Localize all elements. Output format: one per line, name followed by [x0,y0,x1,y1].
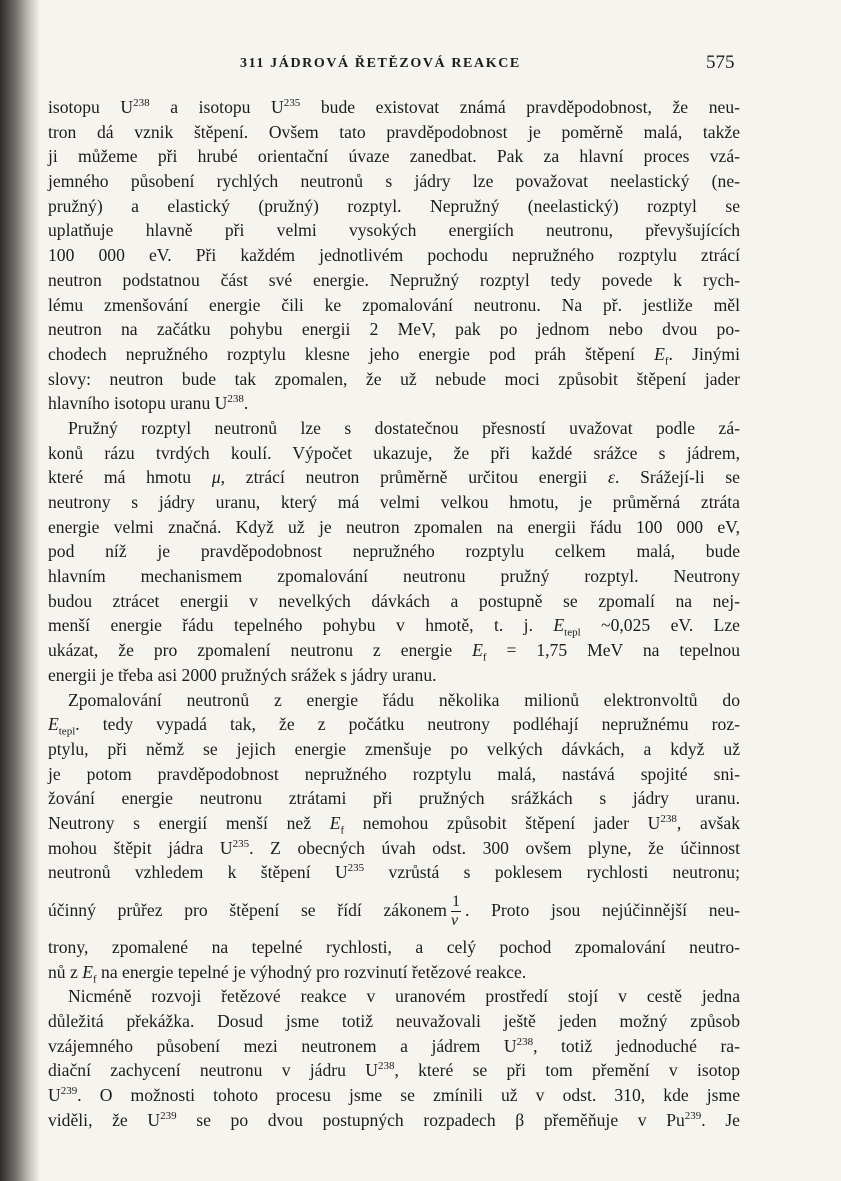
text-line: Zpomalování neutronů z energie řádu několika milionů elektronvoltů do [68,689,740,710]
running-header [0,52,841,76]
text-line: $E_{tepl}$. tedy vypadá tak, že z počátku neutrony podléhají nepružnému roz- [48,714,740,738]
text-line: $U^{239}$. O možnosti tohoto procesu jsme se zmínili už v odst. 310, kde jsme [48,1085,740,1106]
text-line: Pružný rozptyl neutronů lze s dostatečnou přesností uvažovat podle zá- [68,417,740,438]
text-line: neutron na začátku pohybu energii 2 MeV, pak po jednom nebo dvou po- [48,319,740,340]
text-line: vzájemného působení mezi neutronem a jádrem $U^{238}$, totiž jednoduché ra- [48,1035,740,1056]
text-line: pod níž je pravděpodobnost nepružného rozptylu celkem malá, bude [48,541,740,562]
text-line: které má hmotu μ, ztrácí neutron průměrně určitou energii ε. Srážejí-li se [48,467,740,488]
text-line: ji můžeme při hrubé orientační úvaze zanedbat. Pak za hlavní proces vzá- [48,146,740,167]
body-text [48,95,740,1133]
text-line: pružný) a elastický (pružný) rozptyl. Nepružný (neelastický) rozptyl se [48,195,740,216]
text-line: jemného působení rychlých neutronů s jádry lze považovat neelastický (ne- [48,171,740,192]
text-line: isotopu $U^{238}$ a isotopu $U^{235}$ bude existovat známá pravděpodobnost, že neu- [48,97,740,117]
text-line: je potom pravděpodobnost nepružného rozptylu malá, nastává spojité sni- [48,763,740,784]
text-line: trony, zpomalené na tepelné rychlosti, a celý pochod zpomalování neutro- [48,937,740,957]
text-line: tron dá vznik štěpení. Ovšem tato pravděpodobnost je poměrně malá, takže [48,121,740,142]
text-line: neutrony s jádry uranu, který má velmi velkou hmotu, je průměrná ztráta [48,492,740,512]
text-line: ukázat, že pro zpomalení neutronu z energie $E_f = 1,75$ MeV na tepelnou [48,640,740,664]
text-line: neutronů vzhledem k štěpení $U^{235}$ vzrůstá s poklesem rychlosti neutronu; [48,862,740,883]
page-number: 575 [706,52,735,73]
text-line: žování energie neutronu ztrátami při pružných srážkách s jádry uranu. [48,788,740,809]
text-line: ptylu, při němž se jejich energie zmenšuje po velkých dávkách, a když už [48,738,740,759]
text-line: diační zachycení neutronu v jádru $U^{238}$, které se při tom přemění v isotop [48,1060,741,1081]
text-line: chodech nepružného rozptylu klesne jeho energie pod práh štěpení $E_f$. Jinými [48,343,740,368]
text-line: Nicméně rozvoji řetězové reakce v uranovém prostředí stojí v cestě jedna [68,986,740,1007]
text-line: hlavního isotopu uranu $U^{238}$. [48,393,249,414]
text-line: neutron podstatnou část své energie. Nepružný rozptyl tedy povede k rych- [48,269,740,290]
text-line: lému zmenšování energie čili ke zpomalování neutronu. Na př. jestliže měl [48,294,740,315]
fraction-1-over-v: $\frac{1}{v}$ [451,893,460,930]
section-title: 311 JÁDROVÁ ŘETĚZOVÁ REAKCE [240,56,521,71]
text-line: budou ztrácet energii v nevelkých dávkách a postupně se zpomalí na nej- [48,590,740,611]
text-line: mohou štěpit jádra $U^{235}$. Z obecných úvah odst. 300 ovšem plyne, že účinnost [48,837,740,858]
text-line: viděli, že $U^{239}$ se po dvou postupných rozpadech β přeměňuje v Pu$^{239}$. Je [48,1109,740,1130]
text-line: důležitá překážka. Dosud jsme totiž neuvažovali ještě jeden možný způsob [48,1011,740,1032]
text-line: hlavním mechanismem zpomalování neutronu pružný rozptyl. Neutrony [48,566,740,587]
text-line: energii je třeba asi 2000 pružných srážek s jádry uranu. [48,664,437,685]
text-line: menší energie řádu tepelného pohybu v hmotě, t. j. $E_{tepl}$ ~0,025 eV. Lze [48,615,740,639]
text-line-with-fraction: účinný průřez pro štěpení se řídí zákonem $\frac{1}{v}$ . Proto jsou nejúčinnější neu- [48,893,740,930]
text-line: nů z $E_f$ na energie tepelné je výhodný pro rozvinutí řetězové reakce. [48,961,527,986]
text-line: 100 000 eV. Při každém jednotlivém pochodu nepružného rozptylu ztrácí [48,245,740,266]
text-line: slovy: neutron bude tak zpomalen, že už nebude moci způsobit štěpení jader [48,368,740,389]
text-line: Neutrony s energií menší než $E_f$ nemohou způsobit štěpení jader $U^{238}$, avšak [48,812,741,837]
text-line: uplatňuje hlavně při velmi vysokých energiích neutronu, převyšujících [48,220,740,241]
text-line: energie velmi značná. Když už je neutron zpomalen na energii řádu 100 000 eV, [48,516,740,537]
text-line: konů rázu tvrdých koulí. Výpočet ukazuje, že při každé srážce s jádrem, [48,442,740,463]
book-spine-shadow [0,0,40,1181]
